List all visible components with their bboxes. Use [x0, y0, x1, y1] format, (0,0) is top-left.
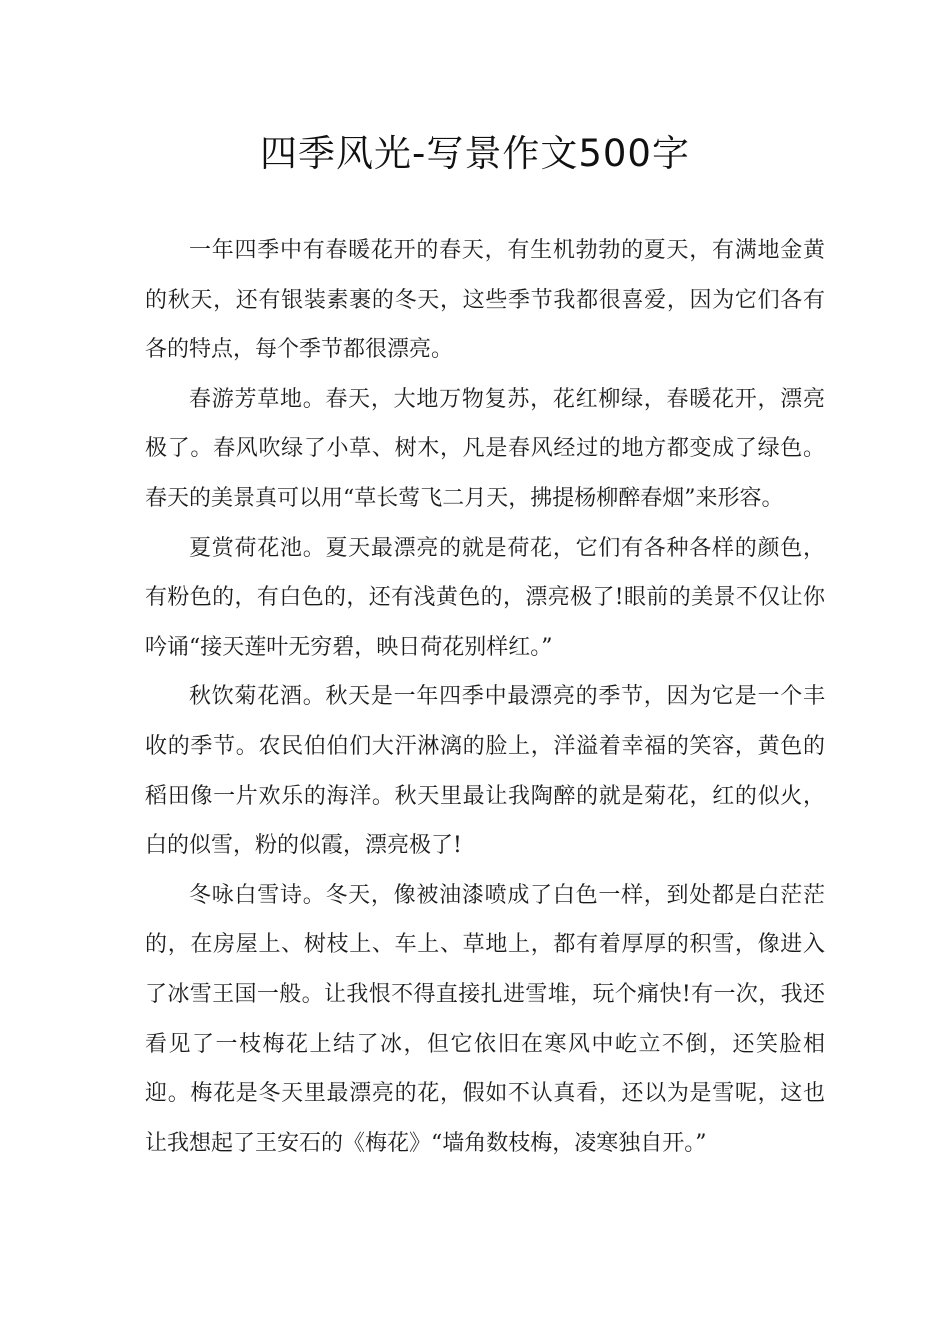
paragraph-spring: 春游芳草地。春天，大地万物复苏，花红柳绿，春暖花开，漂亮极了。春风吹绿了小草、树木，凡是春风经过的地方都变成了绿色。春天的美景真可以用“草长莺飞二月天，拂提杨柳醉春烟”来形容。 — [145, 386, 825, 511]
page-title: 四季风光-写景作文500字 — [260, 132, 690, 175]
article-body — [145, 226, 825, 1168]
paragraph-intro: 一年四季中有春暖花开的春天，有生机勃勃的夏天，有满地金黄的秋天，还有银装素裹的冬天，这些季节我都很喜爱，因为它们各有各的特点，每个季节都很漂亮。 — [145, 238, 825, 363]
paragraph-winter: 冬咏白雪诗。冬天，像被油漆喷成了白色一样，到处都是白茫茫的，在房屋上、树枝上、车上、草地上，都有着厚厚的积雪，像进入了冰雪王国一般。让我恨不得直接扎进雪堆，玩个痛快!有一次，我还看见了一枝梅花上结了冰，但它依旧在寒风中屹立不倒，还笑脸相迎。梅花是冬天里最漂亮的花，假如不认真看，还以为是雪呢，这也让我想起了王安石的《梅花》“墙角数枝梅，凌寒独自开。” — [145, 882, 825, 1156]
paragraph-autumn: 秋饮菊花酒。秋天是一年四季中最漂亮的季节，因为它是一个丰收的季节。农民伯伯们大汗淋漓的脸上，洋溢着幸福的笑容，黄色的稻田像一片欢乐的海洋。秋天里最让我陶醉的就是菊花，红的似火，白的似雪，粉的似霞，漂亮极了! — [145, 684, 825, 859]
paragraph-summer: 夏赏荷花池。夏天最漂亮的就是荷花，它们有各种各样的颜色，有粉色的，有白色的，还有浅黄色的，漂亮极了!眼前的美景不仅让你吟诵“接天莲叶无穷碧，映日荷花别样红。” — [145, 535, 825, 660]
